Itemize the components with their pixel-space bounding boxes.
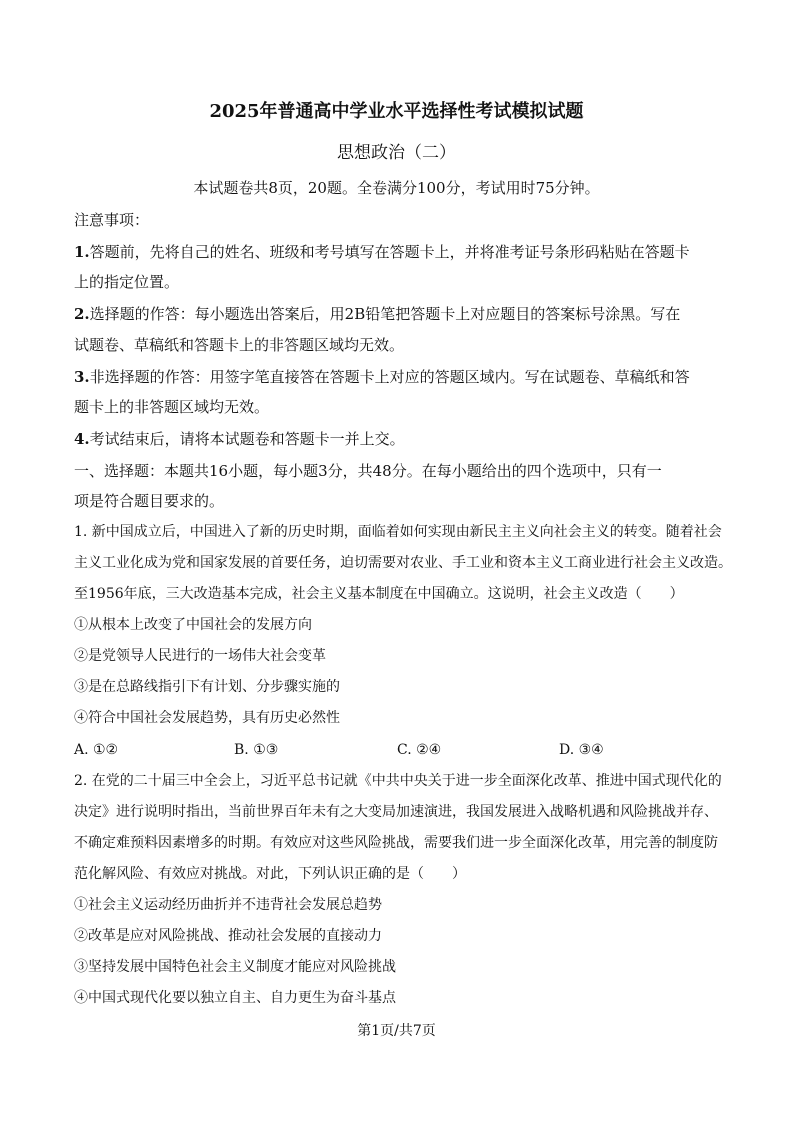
subject-title: 思想政治（二） bbox=[337, 143, 456, 163]
page-number: 第1页/共7页 bbox=[357, 1023, 436, 1039]
exam-info: 本试题卷共8页，20题。全卷满分100分，考试用时75分钟。 bbox=[193, 179, 600, 197]
q2-stem-line-4: 范化解风险、有效应对挑战。对此，下列认识正确的是（ ） bbox=[74, 866, 466, 882]
section-heading: 一、选择题：本题共16小题，每小题3分，共48分。在每小题给出的四个选项中，只有一 bbox=[74, 462, 662, 480]
q2-stem-line-1: 2. 在党的二十届三中全会上，习近平总书记就《中共中央关于进一步全面深化改革、推进中国式现代化的 bbox=[74, 773, 722, 789]
q1-statement-4: ④符合中国社会发展趋势，具有历史必然性 bbox=[74, 710, 340, 726]
notice-item-2: 2.选择题的作答：每小题选出答案后，用2B铅笔把答题卡上对应题目的答案标号涂黑。写在 bbox=[74, 305, 681, 323]
q1-option-a: A. ①② bbox=[74, 742, 119, 758]
q1-stem-line-2: 主义工业化成为党和国家发展的首要任务，迫切需要对农业、手工业和资本主义工商业进行社会主义改造。 bbox=[74, 555, 732, 571]
q1-stem-line-1: 1. 新中国成立后，中国进入了新的历史时期，面临着如何实现由新民主主义向社会主义的转变。随着社会 bbox=[74, 524, 722, 540]
q1-option-d: D. ③④ bbox=[559, 742, 604, 758]
q1-option-b: B. ①③ bbox=[234, 742, 279, 758]
q1-statement-1: ①从根本上改变了中国社会的发展方向 bbox=[74, 617, 312, 633]
q1-statement-3: ③是在总路线指引下有计划、分步骤实施的 bbox=[74, 679, 340, 695]
notice-heading: 注意事项： bbox=[74, 211, 150, 229]
notice-item-3: 3.非选择题的作答：用签字笔直接答在答题卡上对应的答题区域内。写在试题卷、草稿纸和答 bbox=[74, 368, 690, 386]
notice-item-1: 1.答题前，先将自己的姓名、班级和考号填写在答题卡上，并将准考证号条形码粘贴在答题卡 bbox=[74, 243, 690, 261]
notice-item-4: 4.考试结束后，请将本试题卷和答题卡一并上交。 bbox=[74, 430, 405, 448]
section-heading-cont: 项是符合题目要求的。 bbox=[74, 492, 225, 510]
q2-statement-3: ③坚持发展中国特色社会主义制度才能应对风险挑战 bbox=[74, 959, 396, 975]
q1-option-c: C. ②④ bbox=[397, 742, 442, 758]
q2-stem-line-2: 决定》进行说明时指出，当前世界百年未有之大变局加速演进，我国发展进入战略机遇和风险挑战并存、 bbox=[74, 804, 718, 820]
notice-item-1-cont: 上的指定位置。 bbox=[74, 273, 180, 291]
q2-statement-1: ①社会主义运动经历曲折并不违背社会发展总趋势 bbox=[74, 897, 382, 913]
q1-stem-line-3: 至1956年底，三大改造基本完成，社会主义基本制度在中国确立。这说明，社会主义改造（ ） bbox=[74, 586, 684, 602]
q1-statement-2: ②是党领导人民进行的一场伟大社会变革 bbox=[74, 648, 326, 664]
notice-item-3-cont: 题卡上的非答题区域均无效。 bbox=[74, 398, 270, 416]
notice-item-2-cont: 试题卷、草稿纸和答题卡上的非答题区域均无效。 bbox=[74, 336, 405, 354]
exam-title: 2025年普通高中学业水平选择性考试模拟试题 bbox=[209, 101, 584, 122]
q2-statement-2: ②改革是应对风险挑战、推动社会发展的直接动力 bbox=[74, 928, 382, 944]
q2-statement-4: ④中国式现代化要以独立自主、自力更生为奋斗基点 bbox=[74, 990, 396, 1006]
q2-stem-line-3: 不确定难预料因素增多的时期。有效应对这些风险挑战，需要我们进一步全面深化改革，用完善的制度防 bbox=[74, 835, 718, 851]
